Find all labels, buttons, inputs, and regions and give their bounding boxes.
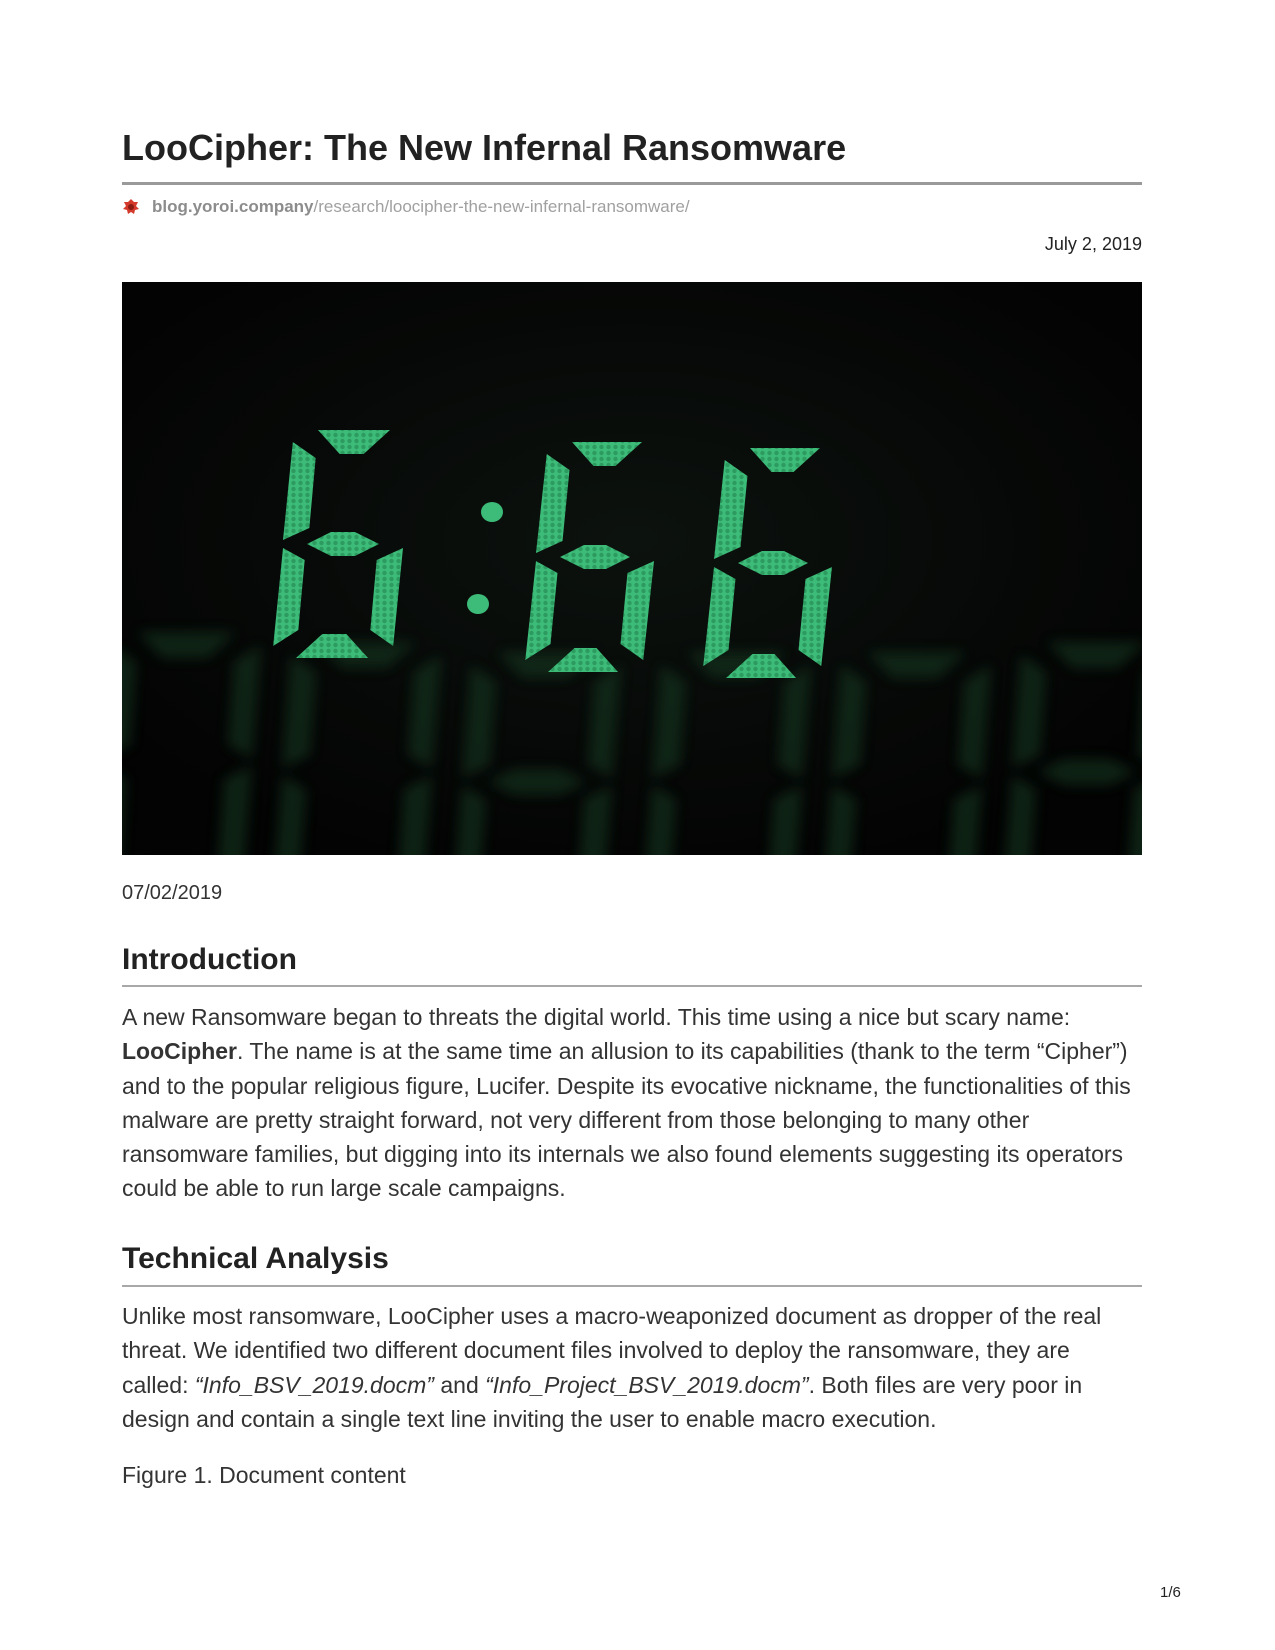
article-date: 07/02/2019: [122, 882, 223, 904]
clock-colon-dot-1: [481, 502, 503, 522]
file-name-2: “Info_Project_BSV_2019.docm”: [485, 1371, 809, 1398]
introduction-paragraph: [122, 1000, 1142, 1206]
source-path: /research/loocipher-the-new-infernal-ransomware/: [313, 197, 690, 216]
tech-text-and: and: [433, 1371, 486, 1398]
intro-text-start: A new Ransomware began to threats the digital world. This time using a nice but scary name:: [122, 1004, 1071, 1030]
technical-divider: [122, 1285, 1142, 1287]
source-url[interactable]: [122, 195, 690, 219]
heading-introduction: Introduction: [122, 943, 297, 976]
introduction-divider: [122, 985, 1142, 987]
yoroi-logo-icon: [122, 198, 140, 216]
technical-paragraph: [122, 1299, 1142, 1436]
tech-text-start: Unlike most ransomware, LooCipher uses a macro-weaponized document as dropper of the real threat. We identified two different document files involved to deploy the ransomware, they are called:: [122, 1303, 1102, 1398]
article-title: LooCipher: The New Infernal Ransomware: [122, 127, 847, 168]
tech-text-rest: . Both files are very poor in design and contain a single text line inviting the user to enable macro execution.: [122, 1371, 1083, 1432]
page-number: 1/6: [1160, 1584, 1181, 1601]
title-divider: [122, 182, 1142, 185]
figure-caption: Figure 1. Document content: [122, 1462, 406, 1488]
file-name-1: “Info_BSV_2019.docm”: [194, 1371, 434, 1398]
heading-technical-analysis: Technical Analysis: [122, 1242, 389, 1275]
source-domain: blog.yoroi.company: [152, 197, 314, 216]
intro-text-rest: . The name is at the same time an allusion to its capabilities (thank to the term “Cipher”) and to the popular religious figure, Lucifer. Despite its evocative nickname, the functionalities of this malware are pretty straight forward, not very different from those belonging to many other ransomware families, but digging into its internals we also found elements suggesting its operators could be able to run large scale campaigns.: [122, 1038, 1131, 1202]
clock-colon-dot-2: [467, 594, 489, 614]
malware-name: LooCipher: [122, 1038, 237, 1065]
published-date: July 2, 2019: [1044, 234, 1142, 254]
digital-clock-image: [122, 282, 1142, 855]
